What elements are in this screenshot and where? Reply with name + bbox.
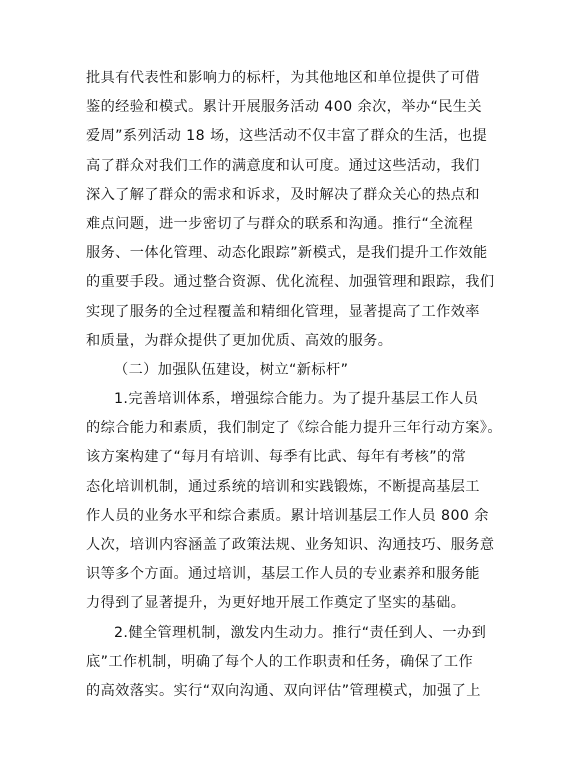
text-line: 态化培训机制，通过系统的培训和实践锻炼，不断提高基层工 — [86, 478, 480, 495]
text-line: 识等多个方面。通过培训，基层工作人员的专业素养和服务能 — [86, 566, 480, 583]
text-line: 难点问题，进一步密切了与群众的联系和沟通。推行“全流程 — [86, 215, 474, 232]
text-line: 批具有代表性和影响力的标杆，为其他地区和单位提供了可借 — [86, 70, 480, 86]
text-line: 服务、一体化管理、动态化跟踪”新模式，是我们提升工作效能 — [86, 245, 488, 262]
text-line: 的综合能力和素质，我们制定了《综合能力提升三年行动方案》。 — [86, 420, 502, 437]
text-line: 1.完善培训体系，增强综合能力。为了提升基层工作人员 — [114, 391, 479, 408]
text-line: 爱周”系列活动 18 场，这些活动不仅丰富了群众的生活，也提 — [86, 128, 488, 145]
section-heading: （二）加强队伍建设，树立“新标杆” — [114, 361, 349, 378]
text-line: 该方案构建了“每月有培训、每季有比武、每年有考核”的常 — [86, 449, 467, 466]
text-line: 深入了解了群众的需求和诉求，及时解决了群众关心的热点和 — [86, 186, 480, 203]
text-line: 作人员的业务水平和综合素质。累计培训基层工作人员 800 余 — [86, 507, 489, 524]
text-line: 力得到了显著提升，为更好地开展工作奠定了坚实的基础。 — [86, 595, 466, 612]
body-text — [86, 64, 506, 706]
text-line: 的重要手段。通过整合资源、优化流程、加强管理和跟踪，我们 — [86, 274, 495, 291]
text-line: 和质量，为群众提供了更加优质、高效的服务。 — [86, 332, 393, 349]
text-line: 2.健全管理机制，激发内生动力。推行“责任到人、一办到 — [114, 624, 487, 641]
text-line: 实现了服务的全过程覆盖和精细化管理，显著提高了工作效率 — [86, 303, 480, 320]
text-line: 鉴的经验和模式。累计开展服务活动 400 余次，举办“民生关 — [86, 99, 482, 116]
text-line: 人次，培训内容涵盖了政策法规、业务知识、沟通技巧、服务意 — [86, 537, 495, 553]
text-line: 的高效落实。实行“双向沟通、双向评估”管理模式，加强了上 — [86, 682, 481, 699]
text-line: 底”工作机制，明确了每个人的工作职责和任务，确保了工作 — [86, 653, 474, 670]
text-line: 高了群众对我们工作的满意度和认可度。通过这些活动，我们 — [86, 157, 480, 174]
